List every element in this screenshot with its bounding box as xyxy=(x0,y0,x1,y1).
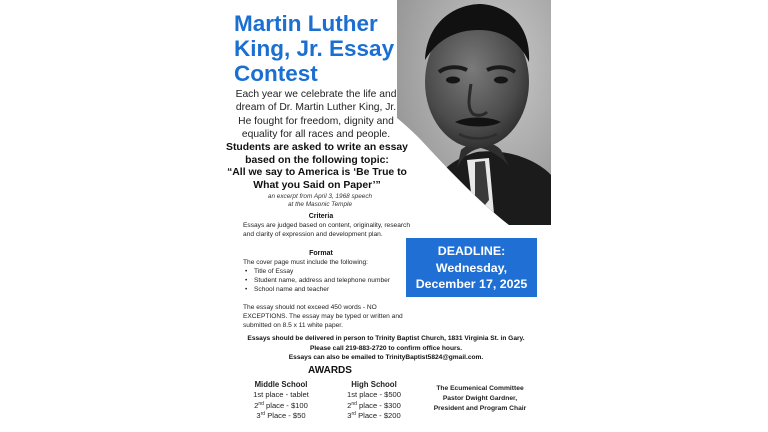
criteria-text: Essays are judged based on content, originality, research and clarity of expression and development plan. xyxy=(243,222,411,238)
format-intro: The cover page must include the following: xyxy=(243,259,368,266)
topic-line: What you Said on Paper’” xyxy=(253,179,381,191)
award-first: 1st place - $500 xyxy=(346,390,402,400)
format-heading: Format xyxy=(309,250,333,257)
committee-signature-block xyxy=(421,384,539,413)
list-item: • Student name, address and telephone number xyxy=(243,277,411,286)
excerpt-line: an excerpt from April 3, 1968 speech xyxy=(267,193,373,200)
award-ordinal-suffix: nd xyxy=(258,400,264,407)
award-ordinal-suffix: rd xyxy=(260,411,266,418)
awards-heading: AWARDS xyxy=(308,365,352,376)
award-ordinal: 2 xyxy=(347,400,352,410)
title-line: Martin Luther xyxy=(234,11,378,36)
award-amount: Place - $50 xyxy=(265,411,306,421)
deadline-box xyxy=(406,238,537,297)
middle-school-awards xyxy=(236,380,326,422)
assignment-statement xyxy=(221,141,413,167)
award-first: 1st place - tablet xyxy=(253,390,309,400)
flyer-title xyxy=(234,11,414,86)
deadline-label: DEADLINE: xyxy=(437,244,506,258)
mlk-portrait-photo xyxy=(397,0,551,225)
delivery-line: Essays should be delivered in person to Trinity Baptist Church, 1831 Virginia St. in Gary. xyxy=(247,335,525,342)
award-ordinal-suffix: rd xyxy=(351,411,356,418)
deadline-day: Wednesday, xyxy=(435,260,508,275)
format-requirements-list xyxy=(243,268,411,294)
criteria-heading: Criteria xyxy=(308,213,334,220)
award-amount: place - $300 xyxy=(356,400,401,410)
award-ordinal-suffix: nd xyxy=(351,400,357,407)
delivery-instructions xyxy=(231,334,541,363)
deadline-date: December 17, 2025 xyxy=(415,277,528,291)
topic-line: “All we say to America is ‘Be True to xyxy=(227,167,407,178)
list-item: • School name and teacher xyxy=(243,286,411,295)
assignment-line: Students are asked to write an essay xyxy=(226,142,408,153)
assignment-line: based on the following topic: xyxy=(245,155,389,166)
title-line: King, Jr. Essay xyxy=(234,36,395,61)
intro-paragraph xyxy=(227,88,405,142)
award-ordinal: 3 xyxy=(256,411,261,421)
delivery-line: Please call 219-883-2720 to confirm office hours. xyxy=(309,344,463,352)
committee-line: Pastor Dwight Gardner, xyxy=(442,394,518,402)
award-amount: Place - $200 xyxy=(355,411,401,421)
speech-excerpt-note xyxy=(235,193,405,209)
award-amount: place - $100 xyxy=(263,400,308,410)
award-ordinal: 3 xyxy=(347,411,352,421)
excerpt-line: at the Masonic Temple xyxy=(287,201,353,209)
award-second xyxy=(329,401,419,411)
middle-school-heading: Middle School xyxy=(254,380,308,389)
high-school-awards xyxy=(329,380,419,422)
intro-line: equality for all races and people. xyxy=(241,129,391,141)
essay-topic-quote xyxy=(225,167,409,192)
intro-line: dream of Dr. Martin Luther King, Jr. xyxy=(235,102,397,114)
award-second xyxy=(236,401,326,411)
high-school-heading: High School xyxy=(351,380,397,389)
award-third xyxy=(329,411,419,421)
award-ordinal: 2 xyxy=(254,400,259,410)
list-item: • Title of Essay xyxy=(243,268,411,277)
award-third xyxy=(236,411,326,421)
intro-line: Each year we celebrate the life and xyxy=(235,89,397,100)
delivery-line: Essays can also be emailed to TrinityBaptist5824@gmail.com. xyxy=(288,354,484,362)
format-rules-text: The essay should not exceed 450 words - NO EXCEPTIONS. The essay may be typed or written and submitted on 8.5 x 11 white paper. xyxy=(243,304,403,329)
committee-line: President and Program Chair xyxy=(433,404,527,412)
committee-line: The Ecumenical Committee xyxy=(436,385,524,392)
essay-contest-flyer xyxy=(221,0,551,432)
title-line: Contest xyxy=(234,61,318,86)
intro-line: He fought for freedom, dignity and xyxy=(238,115,394,127)
